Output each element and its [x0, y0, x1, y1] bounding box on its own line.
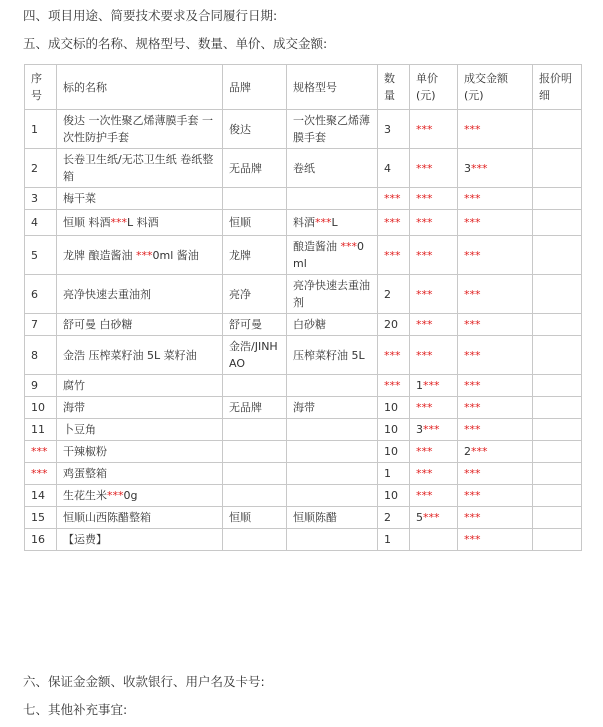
- cell-amount: [458, 314, 533, 336]
- cell-amount: [458, 210, 533, 236]
- cell-no: 6: [25, 275, 57, 314]
- masked-value: ***: [416, 287, 433, 301]
- cell-amount: [458, 275, 533, 314]
- cell-price: [410, 314, 458, 336]
- masked-value: ***: [416, 401, 433, 414]
- cell-detail: [533, 188, 582, 210]
- table-row: [25, 336, 582, 375]
- cell-no: 3: [25, 188, 57, 210]
- cell-spec: 酿造酱油 ***0ml: [287, 236, 378, 275]
- cell-brand: 无品牌: [223, 397, 287, 419]
- cell-brand: [223, 485, 287, 507]
- cell-name: 长卷卫生纸/无芯卫生纸 卷纸整箱: [57, 149, 223, 188]
- cell-spec: 亮净快速去重油剂: [287, 275, 378, 314]
- cell-spec: [287, 441, 378, 463]
- masked-value: ***: [464, 248, 481, 262]
- masked-value: ***: [384, 248, 401, 262]
- cell-amount: [458, 419, 533, 441]
- cell-brand: 亮净: [223, 275, 287, 314]
- cell-spec: [287, 375, 378, 397]
- section-6-heading: 六、保证金金额、收款银行、用户名及卡号:: [23, 674, 265, 689]
- masked-value: ***: [136, 248, 153, 262]
- cell-qty: [378, 375, 410, 397]
- cell-price: [410, 529, 458, 551]
- table-row: [25, 463, 582, 485]
- cell-amount: 3***: [458, 149, 533, 188]
- col-header-amount: 成交金额(元): [458, 65, 533, 110]
- table-row: [25, 236, 582, 275]
- table-row: [25, 110, 582, 149]
- cell-amount: [458, 529, 533, 551]
- cell-no: 8: [25, 336, 57, 375]
- cell-detail: [533, 314, 582, 336]
- cell-brand: 俊达: [223, 110, 287, 149]
- cell-no: 2: [25, 149, 57, 188]
- cell-brand: 恒顺: [223, 507, 287, 529]
- masked-value: ***: [110, 216, 127, 229]
- cell-qty: [378, 236, 410, 275]
- cell-no: 4: [25, 210, 57, 236]
- masked-value: ***: [464, 379, 481, 392]
- cell-price: [410, 397, 458, 419]
- cell-price: [410, 149, 458, 188]
- cell-qty: 10: [378, 485, 410, 507]
- cell-spec: 海带: [287, 397, 378, 419]
- cell-price: [410, 110, 458, 149]
- cell-brand: 恒顺: [223, 210, 287, 236]
- masked-value: ***: [464, 122, 481, 136]
- masked-value: ***: [416, 216, 433, 229]
- cell-no: 10: [25, 397, 57, 419]
- masked-value: ***: [464, 533, 481, 546]
- section-5-heading: 五、成交标的名称、规格型号、数量、单价、成交金额:: [23, 36, 328, 51]
- masked-value: ***: [464, 318, 481, 331]
- cell-spec: 卷纸: [287, 149, 378, 188]
- cell-qty: 10: [378, 419, 410, 441]
- cell-price: 1***: [410, 375, 458, 397]
- cell-brand: [223, 188, 287, 210]
- cell-name: 鸡蛋整箱: [57, 463, 223, 485]
- cell-spec: [287, 188, 378, 210]
- masked-value: ***: [471, 445, 488, 458]
- masked-value: ***: [423, 423, 440, 436]
- cell-no: 7: [25, 314, 57, 336]
- cell-spec: [287, 529, 378, 551]
- cell-qty: 10: [378, 441, 410, 463]
- masked-value: ***: [384, 216, 401, 229]
- masked-value: ***: [471, 161, 488, 175]
- masked-value: ***: [315, 216, 332, 229]
- cell-price: 3***: [410, 419, 458, 441]
- cell-spec: 料酒***L: [287, 210, 378, 236]
- table-row: [25, 397, 582, 419]
- cell-brand: [223, 375, 287, 397]
- col-header-detail: 报价明细: [533, 65, 582, 110]
- masked-value: ***: [423, 379, 440, 392]
- col-header-qty: 数量: [378, 65, 410, 110]
- masked-value: ***: [464, 423, 481, 436]
- cell-brand: [223, 463, 287, 485]
- cell-detail: [533, 236, 582, 275]
- cell-name: 【运费】: [57, 529, 223, 551]
- cell-price: [410, 441, 458, 463]
- section-7-heading: 七、其他补充事宜:: [23, 702, 128, 717]
- cell-amount: [458, 463, 533, 485]
- cell-qty: [378, 210, 410, 236]
- cell-qty: 3: [378, 110, 410, 149]
- cell-name: 腐竹: [57, 375, 223, 397]
- cell-detail: [533, 441, 582, 463]
- masked-value: ***: [31, 445, 48, 458]
- masked-value: ***: [416, 489, 433, 502]
- cell-detail: [533, 336, 582, 375]
- masked-value: ***: [464, 348, 481, 362]
- cell-no: [25, 441, 57, 463]
- table-row: [25, 210, 582, 236]
- cell-amount: [458, 375, 533, 397]
- masked-value: ***: [416, 161, 433, 175]
- cell-spec: 恒顺陈醋: [287, 507, 378, 529]
- cell-price: [410, 463, 458, 485]
- cell-amount: [458, 336, 533, 375]
- masked-value: ***: [416, 318, 433, 331]
- cell-no: 15: [25, 507, 57, 529]
- cell-price: [410, 275, 458, 314]
- cell-detail: [533, 110, 582, 149]
- masked-value: ***: [464, 192, 481, 205]
- masked-value: ***: [416, 348, 433, 362]
- masked-value: ***: [416, 467, 433, 480]
- cell-qty: 4: [378, 149, 410, 188]
- cell-qty: 1: [378, 529, 410, 551]
- cell-price: [410, 210, 458, 236]
- cell-name: 舒可曼 白砂糖: [57, 314, 223, 336]
- masked-value: ***: [423, 511, 440, 524]
- cell-amount: [458, 397, 533, 419]
- masked-value: ***: [31, 467, 48, 480]
- cell-amount: 2***: [458, 441, 533, 463]
- table-row: [25, 507, 582, 529]
- col-header-name: 标的名称: [57, 65, 223, 110]
- col-header-no: 序号: [25, 65, 57, 110]
- cell-detail: [533, 275, 582, 314]
- masked-value: ***: [384, 348, 401, 362]
- cell-spec: 压榨菜籽油 5L: [287, 336, 378, 375]
- cell-detail: [533, 210, 582, 236]
- cell-spec: [287, 485, 378, 507]
- award-table: [24, 64, 582, 551]
- cell-name: 卜豆角: [57, 419, 223, 441]
- cell-price: 5***: [410, 507, 458, 529]
- table-row: [25, 314, 582, 336]
- masked-value: ***: [416, 248, 433, 262]
- table-row: [25, 375, 582, 397]
- cell-name: 龙牌 酿造酱油 ***0ml 酱油: [57, 236, 223, 275]
- masked-value: ***: [340, 240, 357, 253]
- cell-no: 5: [25, 236, 57, 275]
- cell-amount: [458, 188, 533, 210]
- cell-detail: [533, 397, 582, 419]
- table-header-row: [25, 65, 582, 110]
- table-row: [25, 275, 582, 314]
- cell-price: [410, 336, 458, 375]
- cell-qty: 20: [378, 314, 410, 336]
- cell-qty: 2: [378, 507, 410, 529]
- cell-name: 亮净快速去重油剂: [57, 275, 223, 314]
- cell-brand: 金浩/JINHAO: [223, 336, 287, 375]
- cell-detail: [533, 419, 582, 441]
- cell-amount: [458, 485, 533, 507]
- cell-detail: [533, 529, 582, 551]
- cell-name: 海带: [57, 397, 223, 419]
- masked-value: ***: [464, 511, 481, 524]
- cell-detail: [533, 485, 582, 507]
- cell-amount: [458, 507, 533, 529]
- masked-value: ***: [464, 489, 481, 502]
- cell-spec: 一次性聚乙烯薄膜手套: [287, 110, 378, 149]
- cell-brand: [223, 441, 287, 463]
- cell-detail: [533, 507, 582, 529]
- masked-value: ***: [107, 489, 124, 502]
- col-header-price: 单价(元): [410, 65, 458, 110]
- cell-brand: 舒可曼: [223, 314, 287, 336]
- masked-value: ***: [464, 287, 481, 301]
- cell-name: 干辣椒粉: [57, 441, 223, 463]
- masked-value: ***: [416, 122, 433, 136]
- cell-qty: 2: [378, 275, 410, 314]
- cell-price: [410, 236, 458, 275]
- masked-value: ***: [384, 379, 401, 392]
- cell-qty: 10: [378, 397, 410, 419]
- col-header-spec: 规格型号: [287, 65, 378, 110]
- cell-brand: [223, 529, 287, 551]
- cell-no: 1: [25, 110, 57, 149]
- cell-no: [25, 463, 57, 485]
- cell-no: 14: [25, 485, 57, 507]
- cell-name: 俊达 一次性聚乙烯薄膜手套 一次性防护手套: [57, 110, 223, 149]
- masked-value: ***: [464, 467, 481, 480]
- cell-amount: [458, 236, 533, 275]
- masked-value: ***: [416, 445, 433, 458]
- cell-qty: [378, 336, 410, 375]
- masked-value: ***: [464, 401, 481, 414]
- cell-spec: [287, 463, 378, 485]
- cell-name: 生花生米***0g: [57, 485, 223, 507]
- table-row: [25, 419, 582, 441]
- masked-value: ***: [464, 216, 481, 229]
- cell-no: 9: [25, 375, 57, 397]
- cell-qty: 1: [378, 463, 410, 485]
- cell-brand: [223, 419, 287, 441]
- cell-no: 11: [25, 419, 57, 441]
- cell-detail: [533, 149, 582, 188]
- cell-detail: [533, 463, 582, 485]
- cell-name: 恒顺山西陈醋整箱: [57, 507, 223, 529]
- table-row: [25, 441, 582, 463]
- masked-value: ***: [384, 192, 401, 205]
- cell-qty: [378, 188, 410, 210]
- cell-name: 恒顺 料酒***L 料酒: [57, 210, 223, 236]
- cell-spec: [287, 419, 378, 441]
- table-row: [25, 529, 582, 551]
- cell-brand: 龙牌: [223, 236, 287, 275]
- cell-no: 16: [25, 529, 57, 551]
- masked-value: ***: [416, 192, 433, 205]
- cell-price: [410, 485, 458, 507]
- cell-spec: 白砂糖: [287, 314, 378, 336]
- table-row: [25, 485, 582, 507]
- cell-name: 梅干菜: [57, 188, 223, 210]
- col-header-brand: 品牌: [223, 65, 287, 110]
- section-4-heading: 四、项目用途、简要技术要求及合同履行日期:: [23, 8, 278, 23]
- cell-brand: 无品牌: [223, 149, 287, 188]
- table-row: [25, 188, 582, 210]
- cell-price: [410, 188, 458, 210]
- cell-detail: [533, 375, 582, 397]
- table-row: [25, 149, 582, 188]
- cell-name: 金浩 压榨菜籽油 5L 菜籽油: [57, 336, 223, 375]
- cell-amount: [458, 110, 533, 149]
